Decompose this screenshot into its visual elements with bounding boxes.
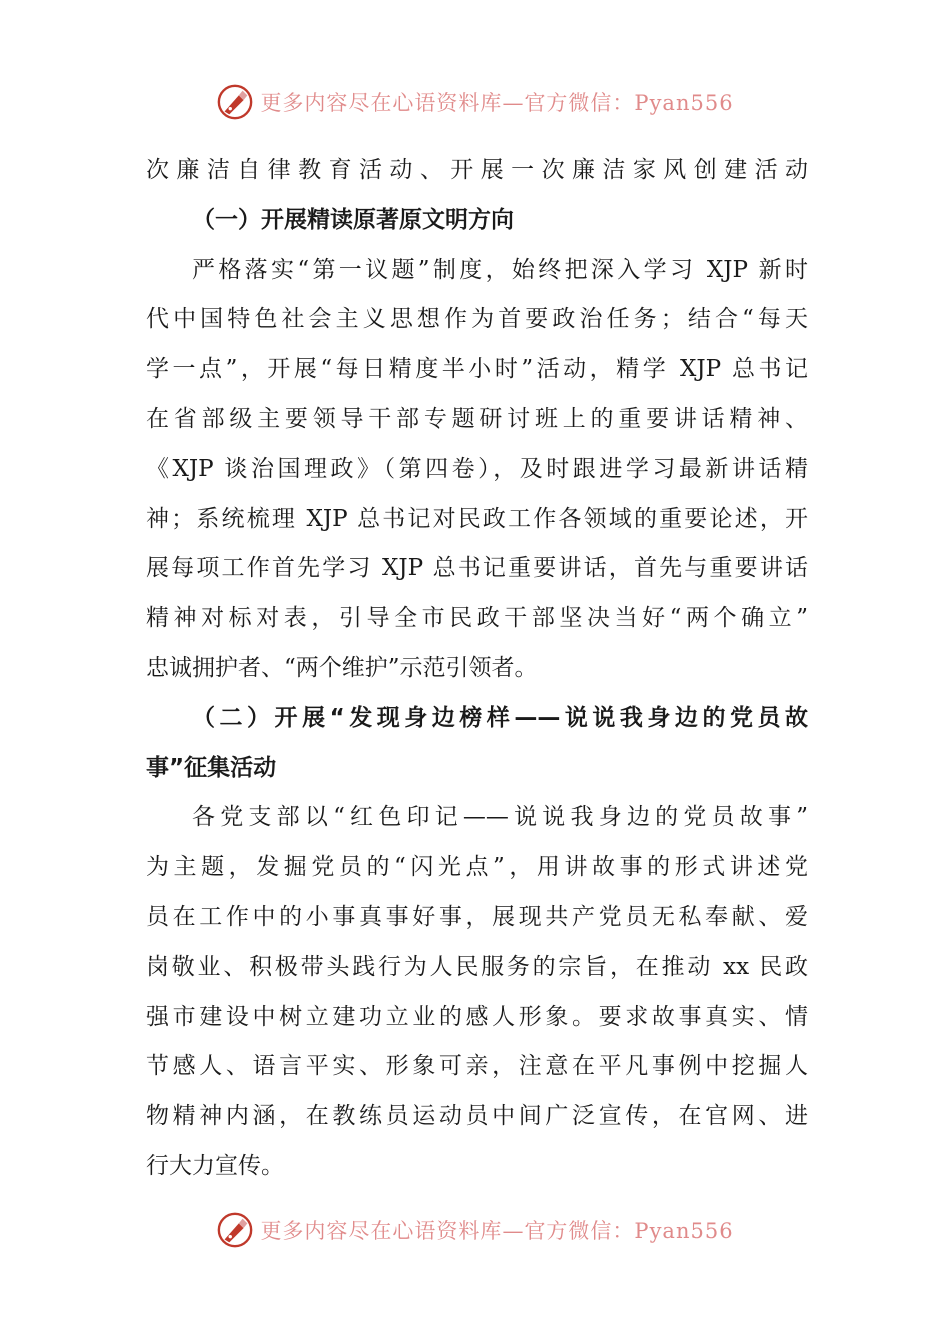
paragraph-line: 各党支部以“红色印记——说说我身边的党员故事” bbox=[192, 804, 808, 831]
paragraph-line: 展每项工作首先学习 XJP 总书记重要讲话，首先与重要讲话 bbox=[146, 555, 808, 582]
banner-text: 更多内容尽在心语资料库—官方微信：Pyan556 bbox=[260, 1219, 734, 1243]
paragraph-line: 节感人、语言平实、形象可亲，注意在平凡事例中挖掘人 bbox=[146, 1053, 808, 1080]
paragraph-line: 《XJP 谈治国理政》（第四卷），及时跟进学习最新讲话精 bbox=[146, 455, 808, 482]
paragraph-line: 忠诚拥护者、“两个维护”示范引领者。 bbox=[146, 654, 538, 681]
paragraph-line: 物精神内涵，在教练员运动员中间广泛宣传，在官网、进 bbox=[146, 1103, 808, 1130]
paragraph-line: 学一点”，开展“每日精度半小时”活动，精学 XJP 总书记 bbox=[146, 356, 808, 383]
paragraph-line: 岗敬业、积极带头践行为人民服务的宗旨，在推动 xx 民政 bbox=[146, 953, 808, 980]
paragraph-line: 在省部级主要领导干部专题研讨班上的重要讲话精神、 bbox=[146, 405, 808, 432]
paragraph-line: 神；系统梳理 XJP 总书记对民政工作各领域的重要论述，开 bbox=[146, 505, 808, 532]
document-body bbox=[146, 146, 808, 1192]
paragraph-line: 强市建设中树立建功立业的感人形象。要求故事真实、情 bbox=[146, 1003, 808, 1030]
section-heading: （二）开展“发现身边榜样——说说我身边的党员故 bbox=[192, 704, 808, 731]
banner-text: 更多内容尽在心语资料库—官方微信：Pyan556 bbox=[260, 91, 734, 115]
header-banner bbox=[0, 80, 950, 124]
paragraph-line: 精神对标对表，引导全市民政干部坚决当好“两个确立” bbox=[146, 605, 808, 632]
paragraph-line: 行大力宣传。 bbox=[146, 1152, 284, 1179]
section-heading: （一）开展精读原著原文明方向 bbox=[192, 206, 514, 233]
paragraph-line: 严格落实“第一议题”制度，始终把深入学习 XJP 新时 bbox=[192, 256, 808, 283]
pen-nib-logo-icon bbox=[216, 83, 254, 121]
paragraph-line: 代中国特色社会主义思想作为首要政治任务；结合“每天 bbox=[146, 306, 808, 333]
paragraph-line: 次廉洁自律教育活动、开展一次廉洁家风创建活动 bbox=[146, 157, 808, 183]
paragraph-line: 员在工作中的小事真事好事，展现共产党员无私奉献、爱 bbox=[146, 903, 808, 930]
section-heading: 事”征集活动 bbox=[146, 754, 277, 781]
paragraph-line: 为主题，发掘党员的“闪光点”，用讲故事的形式讲述党 bbox=[146, 854, 808, 881]
pen-nib-logo-icon bbox=[216, 1211, 254, 1249]
footer-banner bbox=[0, 1208, 950, 1252]
